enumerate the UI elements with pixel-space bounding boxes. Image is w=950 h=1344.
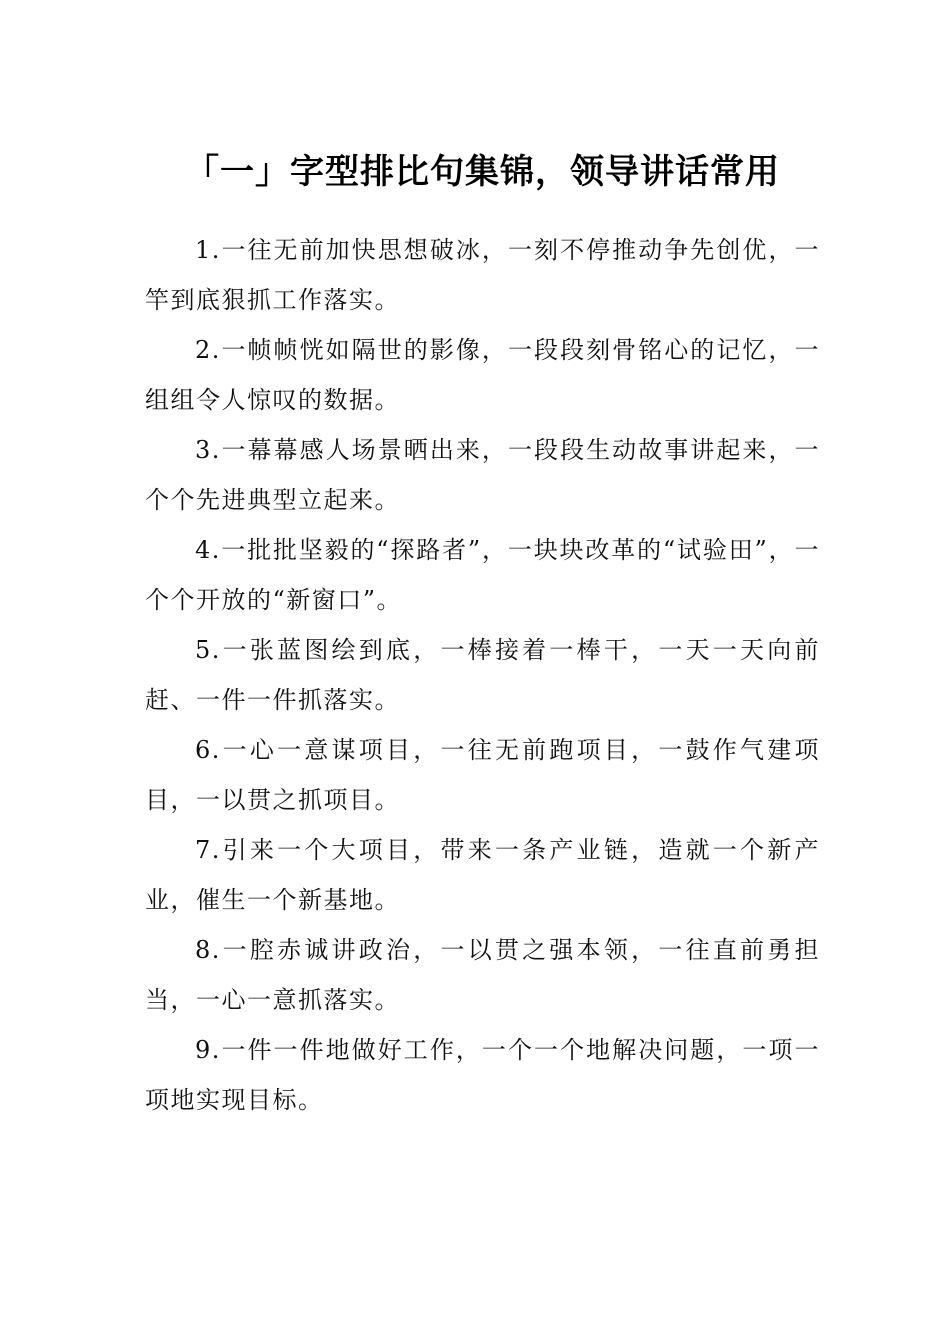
list-item: 8.一腔赤诚讲政治，一以贯之强本领，一往直前勇担当，一心一意抓落实。 — [145, 936, 820, 1014]
sentence-list — [145, 225, 820, 1125]
list-item: 1.一往无前加快思想破冰，一刻不停推动争先创优，一竿到底狠抓工作落实。 — [145, 236, 820, 314]
list-item: 5.一张蓝图绘到底，一棒接着一棒干，一天一天向前赶、一件一件抓落实。 — [145, 636, 820, 714]
list-item: 4.一批批坚毅的“探路者”，一块块改革的“试验田”，一个个开放的“新窗口”。 — [145, 536, 820, 614]
document-title: 「一」字型排比句集锦，领导讲话常用 — [185, 152, 780, 192]
list-item: 6.一心一意谋项目，一往无前跑项目，一鼓作气建项目，一以贯之抓项目。 — [145, 736, 820, 814]
list-item: 2.一帧帧恍如隔世的影像，一段段刻骨铭心的记忆，一组组令人惊叹的数据。 — [145, 336, 820, 414]
list-item: 9.一件一件地做好工作，一个一个地解决问题，一项一项地实现目标。 — [145, 1036, 820, 1114]
list-item: 7.引来一个大项目，带来一条产业链，造就一个新产业，催生一个新基地。 — [145, 836, 820, 914]
document-page — [145, 142, 820, 1125]
list-item: 3.一幕幕感人场景晒出来，一段段生动故事讲起来，一个个先进典型立起来。 — [145, 436, 820, 514]
